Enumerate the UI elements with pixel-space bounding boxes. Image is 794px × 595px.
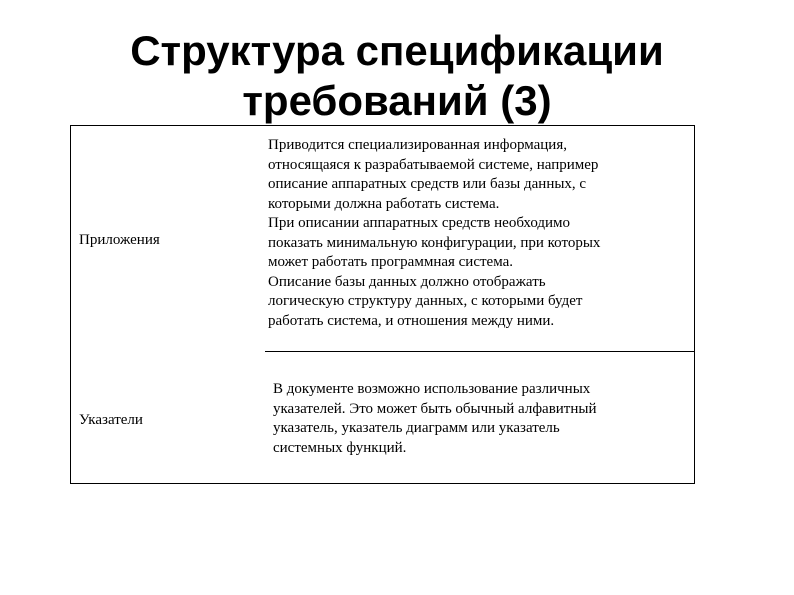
description-line: которыми должна работать система. bbox=[268, 195, 500, 212]
description-line: логическую структуру данных, с которыми будет bbox=[268, 293, 583, 309]
description-line: работать система, и отношения между ними. bbox=[268, 312, 555, 329]
description-line: При описании аппаратных средств необходимо bbox=[268, 215, 571, 231]
row-divider bbox=[265, 351, 695, 352]
slide-title bbox=[0, 26, 794, 126]
description-line: В документе возможно использование различных bbox=[273, 381, 591, 397]
description-line: описание аппаратных средств или базы данных, с bbox=[268, 176, 587, 192]
description-line: указатель, указатель диаграмм или указатель bbox=[273, 420, 560, 436]
description-line: Приводится специализированная информация, bbox=[268, 137, 567, 153]
title-line-2: требований (3) bbox=[242, 77, 552, 124]
description-line: системных функций. bbox=[273, 439, 407, 456]
spec-table bbox=[70, 125, 695, 484]
title-line-1: Структура спецификации bbox=[130, 27, 664, 74]
row-description-index bbox=[273, 380, 689, 458]
description-line: может работать программная система. bbox=[268, 254, 514, 270]
row-label-appendix: Приложения bbox=[79, 232, 160, 248]
description-line: показать минимальную конфигурации, при которых bbox=[268, 234, 601, 251]
description-line: относящаяся к разрабатываемой системе, например bbox=[268, 156, 599, 173]
description-line: указателей. Это может быть обычный алфавитный bbox=[273, 400, 597, 417]
description-line: Описание базы данных должно отображать bbox=[268, 273, 546, 290]
row-description-appendix bbox=[268, 136, 688, 331]
row-label-index: Указатели bbox=[79, 412, 143, 428]
